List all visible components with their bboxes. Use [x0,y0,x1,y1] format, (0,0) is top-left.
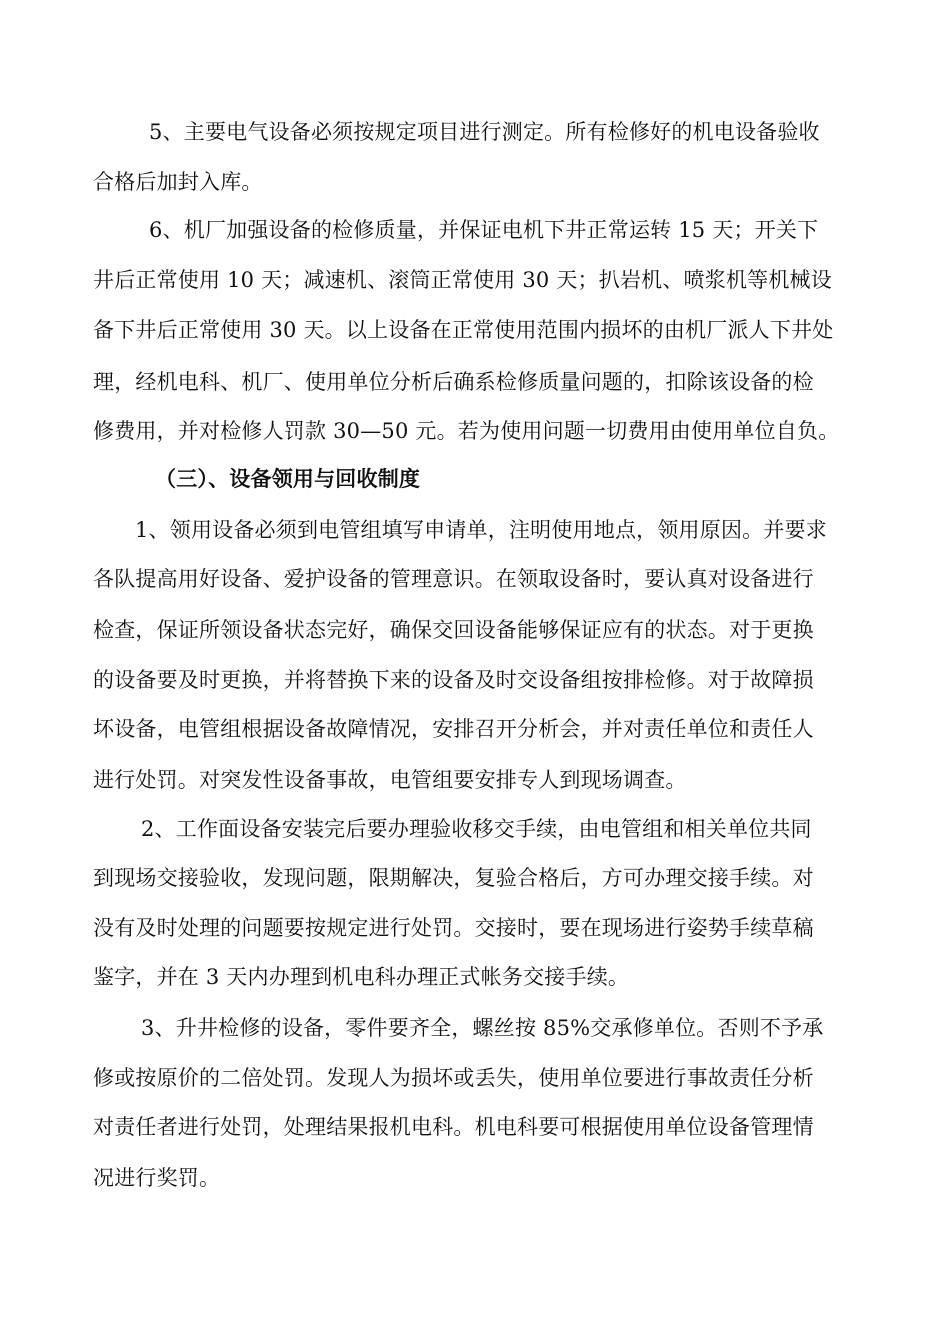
section3-paragraph-1-line-5: 坏设备，电管组根据设备故障情况，安排召开分析会，并对责任单位和责任人 [93,717,814,741]
section3-paragraph-1-line-3: 检查，保证所领设备状态完好，确保交回设备能够保证应有的状态。对于更换 [93,618,814,642]
paragraph-6-line-2: 井后正常使用 10 天；减速机、滚筒正常使用 30 天；扒岩机、喷浆机等机械设 [93,268,832,292]
section3-paragraph-2-line-3: 没有及时处理的问题要按规定进行处罚。交接时，要在现场进行姿势手续草稿 [93,916,814,940]
section3-paragraph-3-line-3: 对责任者进行处罚，处理结果报机电科。机电科要可根据使用单位设备管理情 [93,1115,814,1139]
section-heading: （三）、设备领用与回收制度 [155,467,421,491]
section3-paragraph-1-line-4: 的设备要及时更换，并将替换下来的设备及时交设备组按排检修。对于故障损 [93,668,814,692]
paragraph-5-line-2: 合格后加封入库。 [93,170,263,194]
section3-paragraph-3-line-4: 况进行奖罚。 [93,1166,221,1190]
section3-paragraph-1-line-2: 各队提高用好设备、爱护设备的管理意识。在领取设备时，要认真对设备进行 [93,567,814,591]
paragraph-6-line-1: 6、机厂加强设备的检修质量，并保证电机下井正常运转 15 天；开关下 [149,218,819,242]
paragraph-6-line-3: 备下井后正常使用 30 天。以上设备在正常使用范围内损坏的由机厂派人下井处 [93,318,834,342]
paragraph-5-line-1: 5、主要电气设备必须按规定项目进行测定。所有检修好的机电设备验收 [149,120,820,144]
section3-paragraph-1-line-1: 1、领用设备必须到电管组填写申请单，注明使用地点，领用原因。并要求 [135,518,827,542]
section3-paragraph-3-line-2: 修或按原价的二倍处罚。发现人为损坏或丢失，使用单位要进行事故责任分析 [93,1066,814,1090]
section3-paragraph-2-line-1: 2、工作面设备安装完后要办理验收移交手续，由电管组和相关单位共同 [141,817,812,841]
section3-paragraph-2-line-4: 鉴字，并在 3 天内办理到机电科办理正式帐务交接手续。 [93,965,630,989]
section3-paragraph-3-line-1: 3、升井检修的设备，零件要齐全，螺丝按 85%交承修单位。否则不予承 [141,1016,824,1040]
paragraph-6-line-5: 修费用，并对检修人罚款 30—50 元。若为使用问题一切费用由使用单位自负。 [93,419,840,443]
section3-paragraph-1-line-6: 进行处罚。对突发性设备事故，电管组要安排专人到现场调查。 [93,768,687,792]
paragraph-6-line-4: 理，经机电科、机厂、使用单位分析后确系检修质量问题的，扣除该设备的检 [93,370,814,394]
section3-paragraph-2-line-2: 到现场交接验收，发现问题，限期解决，复验合格后，方可办理交接手续。对 [93,866,814,890]
